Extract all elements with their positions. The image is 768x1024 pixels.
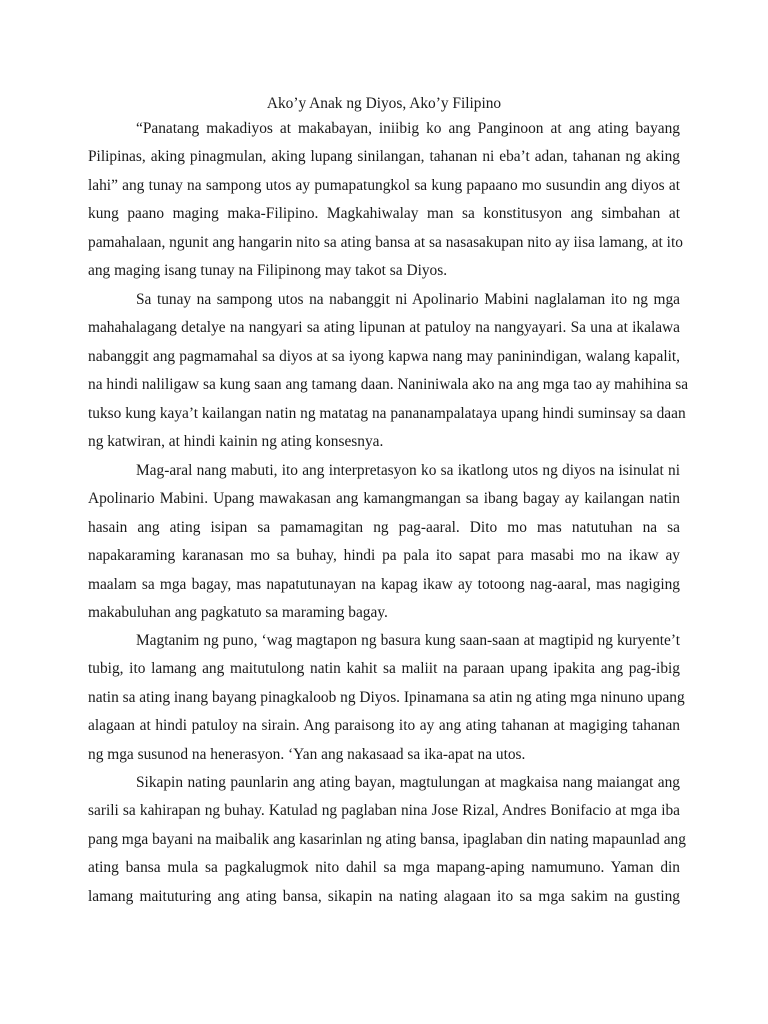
paragraph-line: natin sa ating inang bayang pinagkaloob ng Diyos. Ipinamana sa atin ng ating mga ninuno upang — [88, 688, 685, 706]
paragraph-line: nabanggit ang pagmamahal sa diyos at sa iyong kapwa nang may paninindigan, walang kapalit, — [88, 347, 680, 365]
paragraph-line: ang maging isang tunay na Filipinong may takot sa Diyos. — [88, 261, 448, 279]
paragraph-line: Pilipinas, aking pinagmulan, aking lupang sinilangan, tahanan ni eba’t adan, tahanan ng aking — [88, 148, 680, 166]
paragraph-line: lamang maituturing ang ating bansa, sikapin na nating alagaan ito sa mga sakim na gusting — [88, 887, 680, 905]
paragraph-4 — [88, 627, 685, 769]
paragraph-line: tukso kung kaya’t kailangan natin ng matatag na pananampalataya upang hindi suminsay sa daan — [88, 404, 686, 422]
paragraph-line: na hindi naliligaw sa kung saan ang tamang daan. Naniniwala ako na ang mga tao ay mahihina sa — [88, 376, 689, 394]
paragraph-line: pamahalaan, ngunit ang hangarin nito sa ating bansa at sa nasasakupan nito ay iisa lamang, at ito — [88, 233, 683, 251]
paragraph-line: Sa tunay na sampong utos na nabanggit ni Apolinario Mabini naglalaman ito ng mga — [136, 291, 680, 308]
paragraph-line: hasain ang ating isipan sa pamamagitan ng pag-aaral. Dito mo mas natutuhan na sa — [88, 518, 680, 536]
paragraph-line: kung paano maging maka-Filipino. Magkahiwalay man sa konstitusyon ang simbahan at — [88, 205, 680, 223]
paragraph-line: lahi” ang tunay na sampong utos ay pumapatungkol sa kung papaano mo susundin ang diyos at — [88, 176, 680, 194]
paragraph-line: mahahalagang detalye na nangyari sa ating lipunan at patuloy na nangyayari. Sa una at ikalawa — [88, 319, 680, 337]
paragraph-3 — [88, 457, 680, 627]
paragraph-line: “Panatang makadiyos at makabayan, iniibig ko ang Panginoon at ang ating bayang — [136, 120, 680, 137]
document-title: Ako’y Anak ng Diyos, Ako’y Filipino — [266, 95, 502, 112]
paragraph-line: maalam sa mga bagay, mas napatutunayan na kapag ikaw ay totoong nag-aaral, mas nagiging — [88, 575, 680, 593]
paragraph-5 — [88, 769, 686, 911]
paragraph-line: pang mga bayani na maibalik ang kasarinlan ng ating bansa, ipaglaban din nating mapaunlad ang — [88, 830, 686, 848]
paragraph-line: Magtanim ng puno, ‘wag magtapon ng basura kung saan-saan at magtipid ng kuryente’t — [136, 632, 680, 649]
paragraph-line: Apolinario Mabini. Upang mawakasan ang kamangmangan sa ibang bagay ay kailangan natin — [88, 490, 680, 508]
paragraph-line: Mag-aral nang mabuti, ito ang interpretasyon ko sa ikatlong utos ng diyos na isinulat ni — [136, 462, 680, 479]
paragraph-line: tubig, ito lamang ang maitutulong natin kahit sa maliit na paraan upang ipakita ang pag-ibig — [88, 660, 680, 678]
paragraph-line: ng katwiran, at hindi kainin ng ating konsesnya. — [88, 432, 384, 450]
paragraph-line: makabuluhan ang pagkatuto sa maraming bagay. — [88, 603, 388, 621]
paragraph-line: alagaan at hindi patuloy na sirain. Ang paraisong ito ay ang ating tahanan at magiging tahanan — [88, 717, 680, 735]
paragraph-line: napakaraming karanasan mo sa buhay, hindi pa pala ito sapat para masabi mo na ikaw ay — [88, 547, 680, 565]
paragraph-1 — [88, 115, 683, 285]
paragraph-line: ng mga susunod na henerasyon. ‘Yan ang nakasaad sa ika-apat na utos. — [88, 745, 526, 763]
paragraph-line: sarili sa kahirapan ng buhay. Katulad ng paglaban nina Jose Rizal, Andres Bonifacio at mga iba — [88, 802, 680, 820]
paragraph-2 — [88, 286, 689, 456]
paragraph-line: ating bansa mula sa pagkalugmok nito dahil sa mga mapang-aping namumuno. Yaman din — [88, 859, 680, 877]
paragraph-line: Sikapin nating paunlarin ang ating bayan, magtulungan at magkaisa nang maiangat ang — [136, 774, 680, 791]
